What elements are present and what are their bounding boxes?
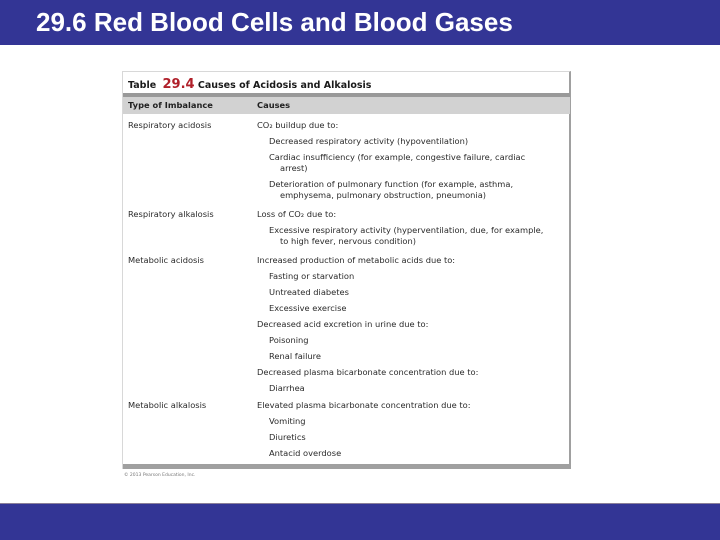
slide-title: 29.6 Red Blood Cells and Blood Gases — [36, 7, 513, 37]
cause-head: Loss of CO₂ due to: — [257, 209, 337, 219]
cause-item: Deterioration of pulmonary function (for example, asthma, — [269, 179, 514, 189]
table-caption — [128, 77, 371, 92]
table-title: Causes of Acidosis and Alkalosis — [197, 80, 372, 91]
table-header-row — [123, 97, 570, 114]
cause-item: Decreased respiratory activity (hypoventilation) — [269, 136, 469, 146]
cause-item: Antacid overdose — [269, 448, 342, 458]
row-type: Metabolic acidosis — [128, 255, 204, 265]
cause-item: Untreated diabetes — [269, 287, 349, 297]
cause-item: Fasting or starvation — [269, 271, 355, 281]
title-bar — [0, 0, 720, 45]
row-type: Respiratory alkalosis — [128, 209, 214, 219]
copyright-notice: © 2013 Pearson Education, Inc. — [124, 473, 196, 478]
cause-head: Increased production of metabolic acids due to: — [257, 255, 456, 265]
table-bottom-rule — [123, 464, 570, 469]
cause-item: Renal failure — [269, 351, 321, 361]
cause-item-continued: to high fever, nervous condition) — [280, 236, 416, 246]
cause-head: Decreased plasma bicarbonate concentration due to: — [257, 367, 479, 377]
cause-head: CO₂ buildup due to: — [257, 120, 339, 130]
row-type: Metabolic alkalosis — [128, 400, 207, 410]
table-figure — [122, 71, 571, 469]
cause-item: Cardiac insufficiency (for example, congestive failure, cardiac — [269, 152, 526, 162]
cause-item: Excessive exercise — [269, 303, 347, 313]
cause-item-continued: arrest) — [280, 163, 308, 173]
cause-item: Diarrhea — [269, 383, 305, 393]
cause-item: Vomiting — [269, 416, 306, 426]
cause-head: Elevated plasma bicarbonate concentration due to: — [257, 400, 471, 410]
cause-item: Diuretics — [269, 432, 306, 442]
cause-head: Decreased acid excretion in urine due to: — [257, 319, 429, 329]
cause-item-continued: emphysema, pulmonary obstruction, pneumonia) — [280, 190, 487, 200]
table-label: Table — [128, 80, 157, 91]
row-type: Respiratory acidosis — [128, 120, 212, 130]
cause-item: Poisoning — [269, 335, 309, 345]
cause-item: Excessive respiratory activity (hyperventilation, due, for example, — [269, 225, 544, 235]
footer-bar — [0, 503, 720, 540]
table-number: 29.4 — [162, 77, 195, 92]
header-causes: Causes — [257, 100, 291, 110]
header-type: Type of Imbalance — [128, 100, 213, 110]
